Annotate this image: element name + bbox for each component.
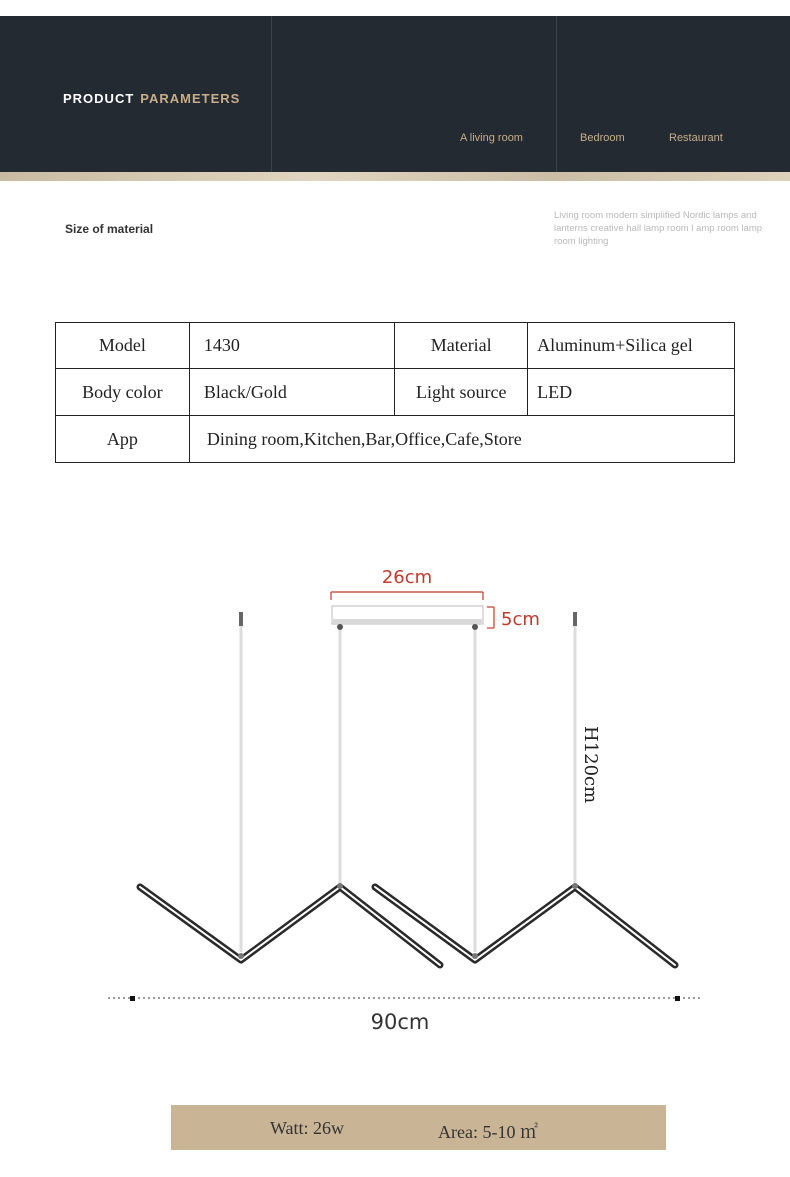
canopy-height-bracket — [487, 607, 494, 628]
header-banner — [0, 16, 790, 172]
table-row — [56, 323, 735, 369]
nav-living-room[interactable]: A living room — [460, 132, 523, 144]
nav-bedroom[interactable]: Bedroom — [580, 132, 625, 144]
material-label: Material — [395, 323, 528, 369]
canopy-height-label: 5cm — [501, 609, 540, 630]
material-value: Aluminum+Silica gel — [528, 323, 735, 369]
table-row — [56, 416, 735, 463]
banner-divider — [271, 16, 272, 172]
marble-stripe — [0, 172, 790, 181]
nav-restaurant[interactable]: Restaurant — [669, 132, 723, 144]
canopy-width-bracket — [331, 592, 483, 600]
color-value: Black/Gold — [189, 369, 394, 416]
area-spec: Area: 5-10 ㎡ — [438, 1122, 538, 1142]
height-label: H120cm — [580, 726, 601, 804]
table-row — [56, 369, 735, 416]
app-value: Dining room,Kitchen,Bar,Office,Cafe,Store — [189, 416, 734, 463]
parameter-table — [55, 322, 735, 463]
spec-bar — [171, 1105, 666, 1150]
banner-title-part2: PARAMETERS — [140, 91, 241, 106]
model-value: 1430 — [189, 323, 394, 369]
banner-title-part1: PRODUCT — [63, 91, 135, 106]
product-description: Living room modern simplified Nordic lamps and lanterns creative hall lamp room l amp room lamp room lighting — [554, 210, 763, 247]
watt-spec: Watt: 26w — [270, 1118, 345, 1138]
banner-divider — [556, 16, 557, 172]
length-dimension-line — [108, 996, 703, 1001]
length-label: 90cm — [370, 1010, 430, 1034]
zigzag-light-bars — [140, 883, 675, 965]
banner-title — [63, 91, 240, 106]
model-label: Model — [56, 323, 190, 369]
lamp-dimension-diagram — [0, 540, 790, 1060]
color-label: Body color — [56, 369, 190, 416]
light-source-label: Light source — [395, 369, 528, 416]
ceiling-canopy — [332, 606, 483, 630]
light-source-value: LED — [528, 369, 735, 416]
canopy-width-label: 26cm — [381, 567, 433, 588]
section-label: Size of material — [65, 222, 154, 236]
app-label: App — [56, 416, 190, 463]
suspension-rods — [239, 612, 577, 952]
